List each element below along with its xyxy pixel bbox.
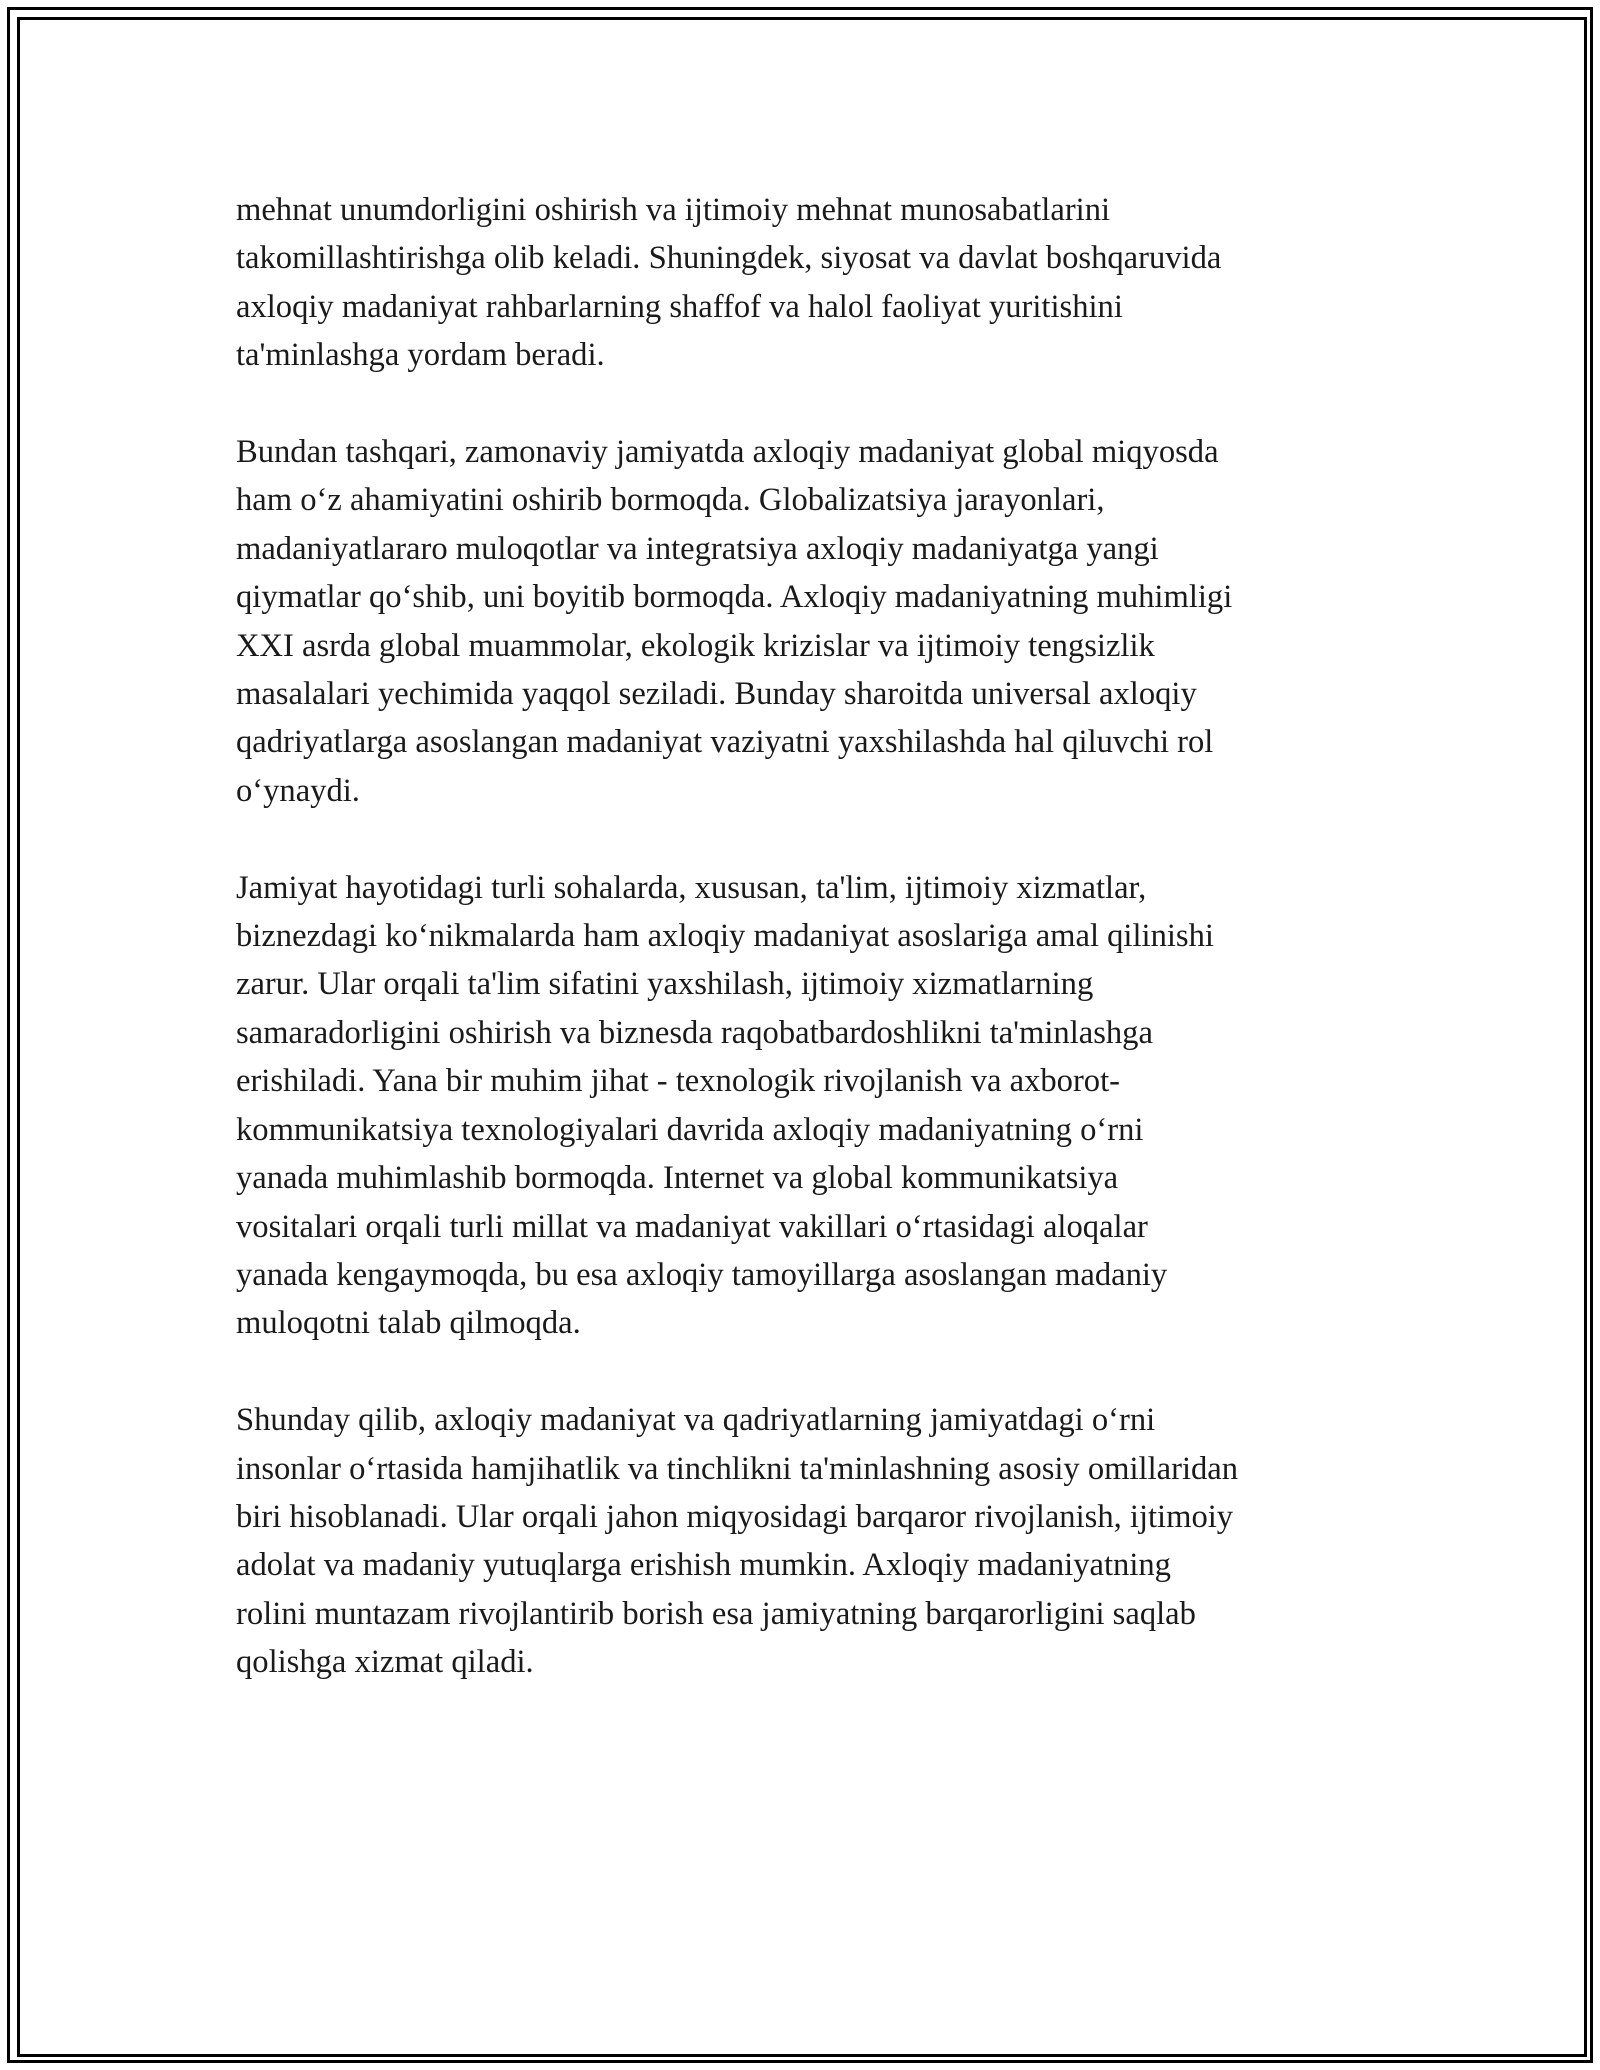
paragraph-3: Jamiyat hayotidagi turli sohalarda, xususan, ta'lim, ijtimoiy xizmatlar, biznezdagi ko‘nikmalarda ham axloqiy madaniyat asoslariga amal qilinishi zarur. Ular orqali ta'lim sifatini yaxshilash, ijtimoiy xizmatlarning samaradorligini oshirish va biznesda raqobatbardoshlikni ta'minlashga erishiladi. Yana bir muhim jihat - texnologik rivojlanish va axborot- kommunikatsiya texnologiyalari davrida axloqiy madaniyatning o‘rni yanada muhimlashib bormoqda. Internet va global kommunikatsiya vositalari orqali turli millat va madaniyat vakillari o‘rtasidagi aloqalar yanada kengaymoqda, bu esa axloqiy tamoyillarga asoslangan madaniy muloqotni talab qilmoqda. — [236, 869, 1214, 1342]
paragraph-2: Bundan tashqari, zamonaviy jamiyatda axloqiy madaniyat global miqyosda ham o‘z ahamiyatini oshirib bormoqda. Globalizatsiya jarayonlari, madaniyatlararo muloqotlar va integratsiya axloqiy madaniyatga yangi qiymatlar qo‘shib, uni boyitib bormoqda. Axloqiy madaniyatning muhimligi XXI asrda global muammolar, ekologik krizislar va ijtimoiy tengsizlik masalalari yechimida yaqqol seziladi. Bunday sharoitda universal axloqiy qadriyatlarga asoslangan madaniyat vaziyatni yaxshilashda hal qiluvchi rol o‘ynaydi. — [236, 434, 1233, 809]
paragraph-4: Shunday qilib, axloqiy madaniyat va qadriyatlarning jamiyatdagi o‘rni insonlar o‘rtasida hamjihatlik va tinchlikni ta'minlashning asosiy omillaridan biri hisoblanadi. Ular orqali jahon miqyosidagi barqaror rivojlanish, ijtimoiy adolat va madaniy yutuqlarga erishish mumkin. Axloqiy madaniyatning rolini muntazam rivojlantirib borish esa jamiyatning barqarorligini saqlab qolishga xizmat qiladi. — [236, 1402, 1239, 1681]
document-body — [236, 186, 1376, 1687]
paragraph-1: mehnat unumdorligini oshirish va ijtimoiy mehnat munosabatlarini takomillashtirishga olib keladi. Shuningdek, siyosat va davlat boshqaruvida axloqiy madaniyat rahbarlarning shaffof va halol faoliyat yuritishini ta'minlashga yordam beradi. — [236, 192, 1222, 374]
